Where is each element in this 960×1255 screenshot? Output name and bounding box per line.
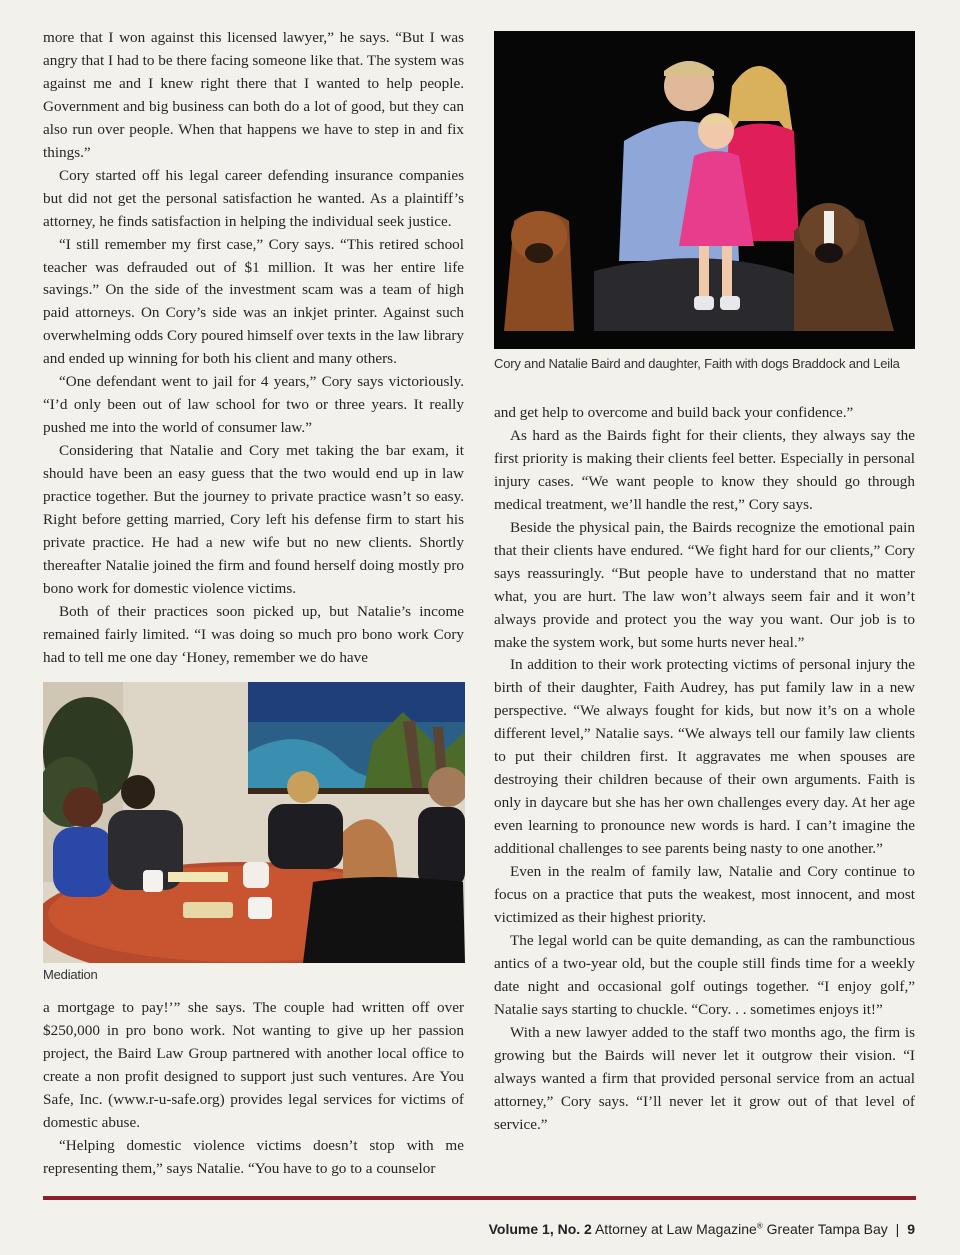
- footer-separator: |: [895, 1221, 900, 1237]
- paragraph: Even in the realm of family law, Natalie and Cory continue to focus on a practice that puts the weakest, most innocent, and most victimized as their highest priority.: [494, 863, 915, 926]
- paragraph: “I still remember my first case,” Cory says. “This retired school teacher was defrauded out of $1 million. It was her entire life savings.” On the side of the investment scam was a team of high paid attorneys. On Cory’s side was an inkjet printer. Against such overwhelming odds Cory poured himself over texts in the law library and ended up winning for both his client and many others.: [43, 235, 464, 368]
- paragraph: The legal world can be quite demanding, as can the rambunctious antics of a two-year old, but the couple still finds time for a weekly date night and occasional golf outings together. “I enjoy golf,” Natalie says starting to chuckle. “Cory. . . sometimes enjoys it!”: [494, 931, 915, 1018]
- paragraph: As hard as the Bairds fight for their clients, they always say the first priority is making their clients feel better. Especially in personal injury cases. “We want people to know they should go through medical treatment, we’ll handle the rest,” Cory says.: [494, 426, 915, 513]
- footer-volume: Volume 1, No. 2: [488, 1221, 592, 1237]
- paragraph: Beside the physical pain, the Bairds recognize the emotional pain that their clients have endured. “We fight hard for our clients,” Cory says reassuringly. “But people have to understand that no matter what, you are hurt. The law won’t always seem fair and it won’t always provide and protect you the way you want. Our job is to make the system work, but some hurts never heal.”: [494, 518, 915, 651]
- registered-mark: ®: [756, 1221, 763, 1231]
- paragraph: and get help to overcome and build back your confidence.”: [494, 404, 854, 421]
- mediation-caption: Mediation: [43, 967, 98, 982]
- article-column-left-top: [43, 27, 464, 670]
- page-number: 9: [907, 1221, 915, 1237]
- paragraph: “One defendant went to jail for 4 years,” Cory says victoriously. “I’d only been out of law school for two or three years. It really pushed me into the world of consumer law.”: [43, 373, 464, 437]
- mediation-photo: [43, 682, 465, 963]
- paragraph: Considering that Natalie and Cory met taking the bar exam, it should have been an easy guess that the two would end up in law practice together. But the journey to private practice wasn’t so easy. Right before getting married, Cory left his defense firm to start his private practice. He had a new wife but no new clients. Shortly thereafter Natalie joined the firm and found herself doing mostly pro bono work for domestic violence victims.: [43, 442, 464, 597]
- paragraph: “Helping domestic violence victims doesn’t stop with me representing them,” says Natalie. “You have to go to a counselor: [43, 1136, 464, 1177]
- paragraph: a mortgage to pay!’” she says. The couple had written off over $250,000 in pro bono work. Not wanting to give up her passion project, the Baird Law Group partnered with another local office to create a non profit designed to support just such ventures. Are You Safe, Inc. (www.r-u-safe.org) provides legal services for victims of domestic abuse.: [43, 999, 464, 1131]
- footer-rule: [43, 1196, 916, 1200]
- article-column-left-bottom: [43, 997, 464, 1181]
- footer-publication: Attorney at Law Magazine: [594, 1221, 757, 1237]
- family-photo: [494, 31, 915, 349]
- article-column-right: [494, 402, 915, 1137]
- footer-region: Greater Tampa Bay: [766, 1221, 888, 1237]
- paragraph: In addition to their work protecting victims of personal injury the birth of their daughter, Faith Audrey, has put family law in a new perspective. “We always fought for kids, but now it’s on a whole different level,” Natalie says. “We always tell our family law clients to put their children first. It aggravates me when spouses are destroying their children because of their own arguments. Faith is only in daycare but she has her own challenges every day. At her age even learning to pronounce new words is hard. I can’t imagine the additional challenges to see parents being nasty to one another.”: [494, 656, 915, 858]
- paragraph: Both of their practices soon picked up, but Natalie’s income remained fairly limited. “I was doing so much pro bono work Cory had to tell me one day ‘Honey, remember we do have: [43, 602, 464, 666]
- paragraph: With a new lawyer added to the staff two months ago, the firm is growing but the Bairds will never let it outgrow their vision. “I always wanted a firm that provided personal service from an actual attorney,” Cory says. “I’ll never let it grow out of that level of service.”: [494, 1023, 915, 1133]
- paragraph: Cory started off his legal career defending insurance companies but did not get the personal satisfaction he wanted. As a plaintiff’s attorney, he finds satisfaction in helping the individual seek justice.: [43, 166, 464, 230]
- paragraph: more that I won against this licensed lawyer,” he says. “But I was angry that I had to be there facing someone like that. The system was against me and I knew right there that I wanted to help people. Government and big business can both do a lot of good, but they can also run over people. When that happens we have to step in and fix things.”: [43, 29, 464, 161]
- family-caption: Cory and Natalie Baird and daughter, Faith with dogs Braddock and Leila: [494, 356, 900, 371]
- page-footer: [489, 1221, 915, 1237]
